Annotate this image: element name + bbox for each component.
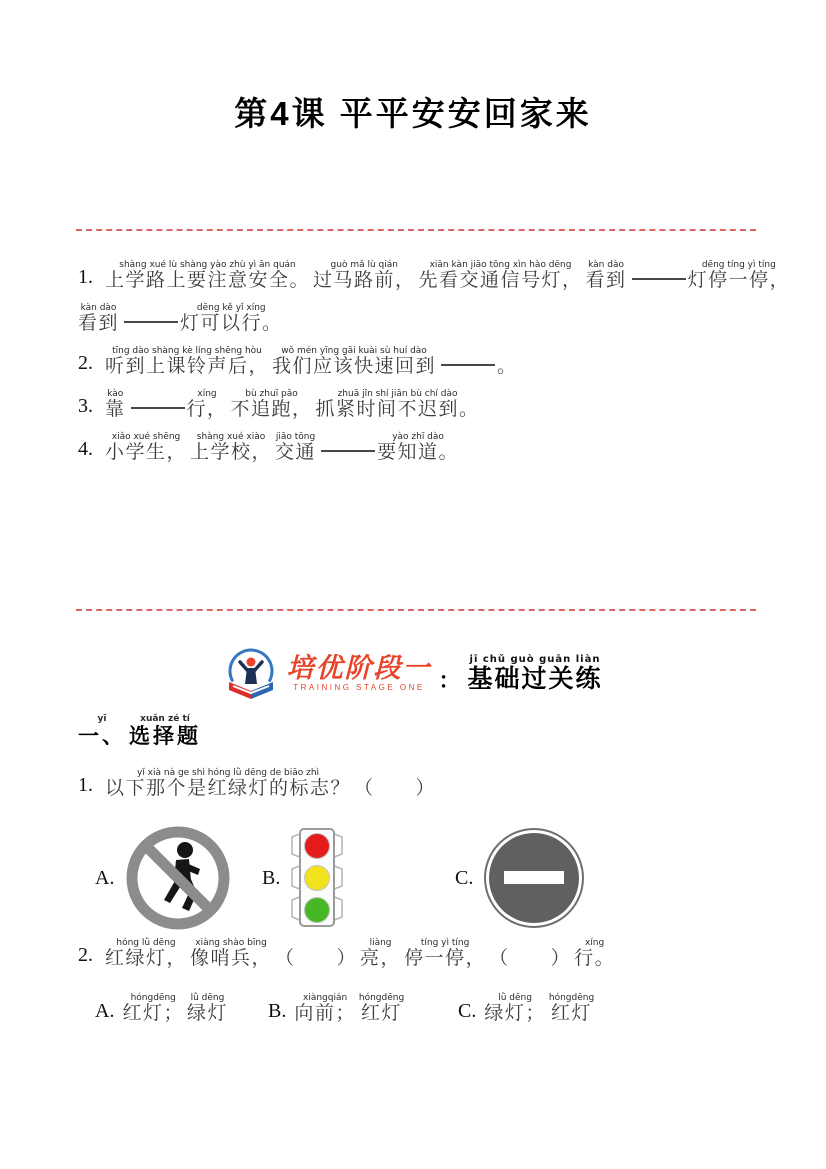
- pinyin-ruby-segment: 以下那个是红绿灯的标志？yǐ xià nà ge shì hóng lǜ dēng de biāo zhì: [105, 768, 352, 799]
- pinyin-ruby-segment: 靠kào: [105, 389, 126, 420]
- fill-question-line: [78, 260, 790, 290]
- pinyin-ruby-segment: 红灯；hóngdēng: [122, 993, 184, 1024]
- pinyin-ruby-segment: 行。xíng: [574, 938, 616, 969]
- sign-option-c: [455, 818, 586, 938]
- question-number: 2.: [78, 352, 93, 374]
- pinyin-ruby-segment: 听到上课铃声后，tīng dào shàng kè líng shēng hòu: [105, 346, 270, 377]
- pinyin-ruby-segment: 选择题xuǎn zé tí: [129, 714, 201, 748]
- pinyin-ruby-segment: 红绿灯，hóng lǜ dēng: [105, 938, 188, 969]
- pinyin-ruby-segment: 看到kàn dào: [78, 303, 120, 334]
- pinyin-ruby-segment: 抓紧时间不迟到。zhuā jǐn shí jiān bù chí dào: [315, 389, 480, 420]
- brand-name-cn: 培优阶段一: [286, 652, 432, 683]
- answer-blank-line: [131, 407, 185, 409]
- pinyin-ruby-segment: 一、yī: [78, 714, 126, 748]
- question-number: 3.: [78, 395, 93, 417]
- pinyin-ruby-segment: 小学生，xiǎo xué shēng: [105, 432, 188, 463]
- pinyin-ruby-segment: 红灯hóngdēng: [358, 993, 405, 1024]
- fill-question-line: [78, 303, 790, 333]
- pinyin-ruby-segment: 红灯hóngdēng: [548, 993, 595, 1024]
- option-a-label: A.: [95, 866, 115, 889]
- pinyin-ruby-segment: 过马路前，guò mǎ lù qián: [313, 260, 416, 291]
- top-divider: [76, 229, 756, 231]
- answer-option: [268, 993, 407, 1025]
- fill-question-line: [78, 389, 790, 419]
- brand-name-en: TRAINING STAGE ONE: [293, 682, 425, 692]
- answer-options-row: [0, 993, 826, 1043]
- fill-question-line: [78, 346, 790, 376]
- sign-option-a: [95, 818, 233, 938]
- sign-option-b: [262, 818, 345, 938]
- pinyin-ruby-segment: 交通jiāo tōng: [275, 432, 317, 463]
- pinyin-ruby-segment: 行，xíng: [186, 389, 228, 420]
- fill-in-questions-section: [78, 260, 790, 475]
- pinyin-ruby-segment: 不追跑，bù zhuī pǎo: [230, 389, 313, 420]
- answer-option-label: C.: [458, 1000, 477, 1022]
- page-title: 第4课 平平安安回家来: [234, 95, 592, 132]
- question-number: 2.: [78, 944, 93, 966]
- sign-options-row: [0, 818, 826, 938]
- option-b-label: B.: [262, 866, 281, 889]
- pinyin-ruby-segment: 我们应该快速回到wǒ mén yīng gāi kuài sù huí dào: [272, 346, 437, 377]
- pinyin-ruby-segment: 看到kàn dào: [585, 260, 627, 291]
- bottom-divider: [76, 609, 756, 611]
- answer-blank-line: [441, 364, 495, 366]
- answer-blank-line: [124, 321, 178, 323]
- answer-option: [95, 993, 231, 1025]
- pinyin-ruby-segment: 上学校，shàng xué xiào: [190, 432, 273, 463]
- question-number: 1.: [78, 266, 93, 288]
- pinyin-ruby-segment: （ ）: [275, 948, 358, 969]
- pinyin-ruby-segment: （ ）: [489, 948, 572, 969]
- pinyin-ruby-segment: 绿灯；lǜ dēng: [484, 993, 546, 1024]
- question-number: 4.: [78, 438, 93, 460]
- pinyin-ruby-segment: 绿灯lǜ dēng: [186, 993, 228, 1024]
- traffic-light-icon: [289, 828, 345, 928]
- no-entry-sign-icon: [482, 826, 586, 930]
- answer-option-label: B.: [268, 1000, 287, 1022]
- pinyin-ruby-segment: （ ）: [354, 778, 437, 799]
- answer-blank-line: [321, 450, 375, 452]
- fill-question-line: [78, 432, 790, 462]
- pinyin-ruby-segment: 要知道。yào zhī dào: [377, 432, 460, 463]
- choice-question-2: [78, 938, 618, 970]
- pinyin-ruby-segment: 上学路上要注意安全。shàng xué lù shàng yào zhù yì ān quán: [105, 260, 311, 291]
- pinyin-ruby-segment: 像哨兵，xiàng shào bīng: [190, 938, 273, 969]
- training-stage-logo-icon: [223, 645, 279, 701]
- banner-title-block: [468, 655, 603, 692]
- answer-option-label: A.: [95, 1000, 115, 1022]
- pinyin-ruby-segment: 。: [497, 356, 518, 377]
- banner-colon: ：: [438, 668, 461, 693]
- banner-title-pinyin: jī chǔ guò guān liàn: [469, 653, 601, 665]
- pinyin-ruby-segment: 亮，liàng: [360, 938, 402, 969]
- answer-option: [458, 993, 597, 1025]
- choice-section-heading: [78, 714, 204, 750]
- brand-block: [286, 652, 432, 692]
- pinyin-ruby-segment: 灯可以行。dēng kě yǐ xíng: [180, 303, 283, 334]
- no-pedestrians-sign-icon: [123, 823, 233, 933]
- training-stage-banner: [0, 645, 826, 701]
- pinyin-ruby-segment: 灯停一停，dēng tíng yì tíng: [687, 260, 791, 291]
- answer-blank-line: [632, 278, 686, 280]
- question-number: 1.: [78, 774, 93, 796]
- pinyin-ruby-segment: 向前；xiàngqián: [294, 993, 356, 1024]
- option-c-label: C.: [455, 866, 474, 889]
- pinyin-ruby-segment: 先看交通信号灯，xiān kàn jiāo tōng xìn hào dēng: [418, 260, 583, 291]
- choice-question-1: [78, 768, 439, 800]
- pinyin-ruby-segment: 停一停，tíng yì tíng: [404, 938, 487, 969]
- banner-title: 基础过关练: [467, 664, 603, 693]
